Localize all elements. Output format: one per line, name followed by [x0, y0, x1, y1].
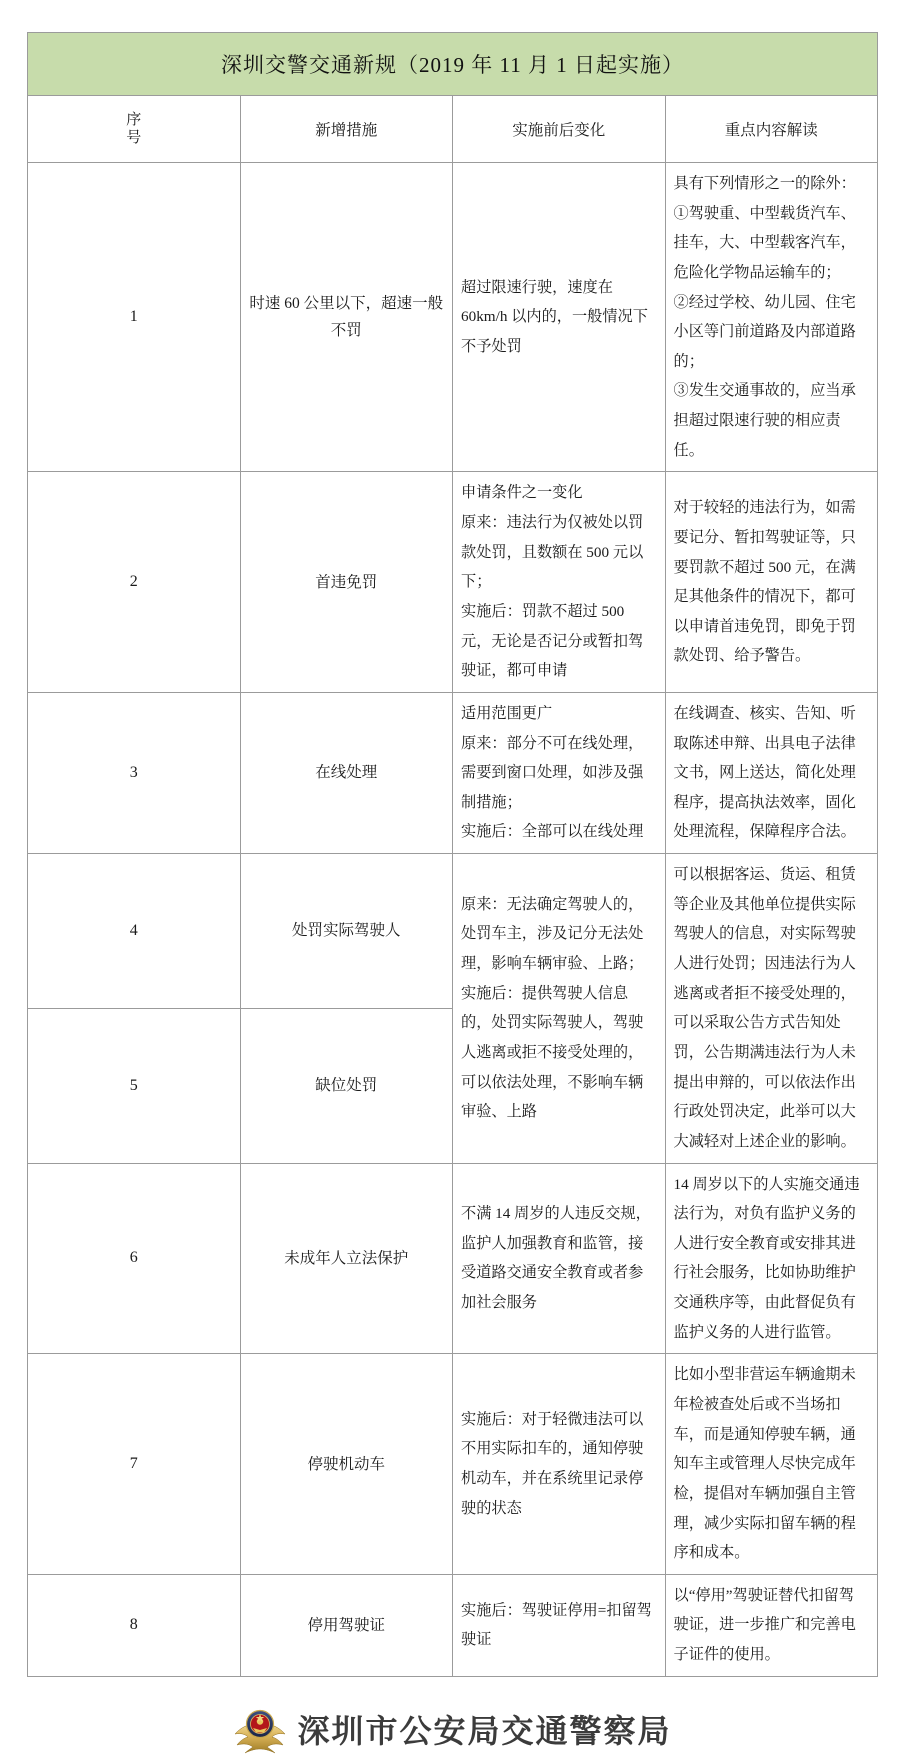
column-header-sequence — [28, 96, 241, 163]
table-title-row — [28, 33, 878, 96]
column-header-measure: 新增措施 — [240, 96, 453, 163]
row-change: 超过限速行驶，速度在 60km/h 以内的，一般情况下不予处罚 — [453, 163, 666, 472]
row-change: 实施后：对于轻微违法可以不用实际扣车的，通知停驶机动车，并在系统里记录停驶的状态 — [453, 1354, 666, 1574]
column-header-change: 实施前后变化 — [453, 96, 666, 163]
table-row — [28, 1354, 878, 1574]
column-header-interpretation: 重点内容解读 — [665, 96, 878, 163]
row-change: 申请条件之一变化 原来：违法行为仅被处以罚款处罚，且数额在 500 元以下； 实施后：罚款不超过 500 元，无论是否记分或暂扣驾驶证，都可申请 — [453, 472, 666, 692]
row-number: 3 — [28, 692, 241, 853]
row-change: 不满 14 周岁的人违反交规，监护人加强教育和监管，接受道路交通安全教育或者参加社会服务 — [453, 1163, 666, 1354]
table-row — [28, 472, 878, 692]
row-number: 4 — [28, 854, 241, 1009]
row-interpretation: 比如小型非营运车辆逾期未年检被查处后或不当场扣车，而是通知停驶车辆，通知车主或管理人尽快完成年检，提倡对车辆加强自主管理，减少实际扣留车辆的程序和成本。 — [665, 1354, 878, 1574]
row-interpretation: 14 周岁以下的人实施交通违法行为，对负有监护义务的人进行安全教育或安排其进行社会服务，比如协助维护交通秩序等，由此督促负有监护义务的人进行监管。 — [665, 1163, 878, 1354]
row-measure: 未成年人立法保护 — [240, 1163, 453, 1354]
row-number: 2 — [28, 472, 241, 692]
row-change: 适用范围更广 原来：部分不可在线处理，需要到窗口处理，如涉及强制措施； 实施后：全部可以在线处理 — [453, 692, 666, 853]
row-measure: 首违免罚 — [240, 472, 453, 692]
row-number: 6 — [28, 1163, 241, 1354]
row-measure: 缺位处罚 — [240, 1008, 453, 1163]
table-row — [28, 163, 878, 472]
row-measure: 处罚实际驾驶人 — [240, 854, 453, 1009]
row-number: 5 — [28, 1008, 241, 1163]
row-measure: 停驶机动车 — [240, 1354, 453, 1574]
table-row — [28, 1574, 878, 1676]
table-header-row — [28, 96, 878, 163]
column-header-sequence-line1: 序 — [126, 111, 142, 128]
police-badge-icon — [233, 1708, 287, 1754]
table-row — [28, 1163, 878, 1354]
table-row — [28, 692, 878, 853]
row-interpretation: 在线调查、核实、告知、听取陈述申辩、出具电子法律文书，网上送达，简化处理程序，提高执法效率，固化处理流程，保障程序合法。 — [665, 692, 878, 853]
row-interpretation: 具有下列情形之一的除外： ①驾驶重、中型载货汽车、挂车，大、中型载客汽车，危险化学物品运输车的； ②经过学校、幼儿园、住宅小区等门前道路及内部道路的； ③发生交通事故的，应当承担超过限速行驶的相应责任。 — [665, 163, 878, 472]
row-interpretation: 以“停用”驾驶证替代扣留驾驶证，进一步推广和完善电子证件的使用。 — [665, 1574, 878, 1676]
row-measure: 在线处理 — [240, 692, 453, 853]
row-interpretation: 对于较轻的违法行为，如需要记分、暂扣驾驶证等，只要罚款不超过 500 元，在满足其他条件的情况下，都可以申请首违免罚，即免于罚款处罚、给予警告。 — [665, 472, 878, 692]
row-change-merged: 原来：无法确定驾驶人的，处罚车主，涉及记分无法处理，影响车辆审验、上路； 实施后：提供驾驶人信息的，处罚实际驾驶人，驾驶人逃离或拒不接受处理的，可以依法处理，不影响车辆审验、上路 — [453, 854, 666, 1163]
regulations-table — [27, 32, 878, 1677]
row-change: 实施后：驾驶证停用=扣留驾驶证 — [453, 1574, 666, 1676]
row-number: 8 — [28, 1574, 241, 1676]
page-title: 深圳交警交通新规（2019 年 11 月 1 日起实施） — [28, 33, 878, 96]
row-number: 7 — [28, 1354, 241, 1574]
footer-organization-name: 深圳市公安局交通警察局 — [297, 1712, 672, 1749]
row-interpretation-merged: 可以根据客运、货运、租赁等企业及其他单位提供实际驾驶人的信息，对实际驾驶人进行处罚；因违法行为人逃离或者拒不接受处理的，可以采取公告方式告知处罚，公告期满违法行为人未提出申辩的，可以依法作出行政处罚决定，此举可以大大减轻对上述企业的影响。 — [665, 854, 878, 1163]
column-header-sequence-line2: 号 — [126, 130, 142, 146]
row-number: 1 — [28, 163, 241, 472]
row-measure: 时速 60 公里以下，超速一般不罚 — [240, 163, 453, 472]
table-row — [28, 854, 878, 1009]
row-measure: 停用驾驶证 — [240, 1574, 453, 1676]
footer — [27, 1699, 878, 1763]
